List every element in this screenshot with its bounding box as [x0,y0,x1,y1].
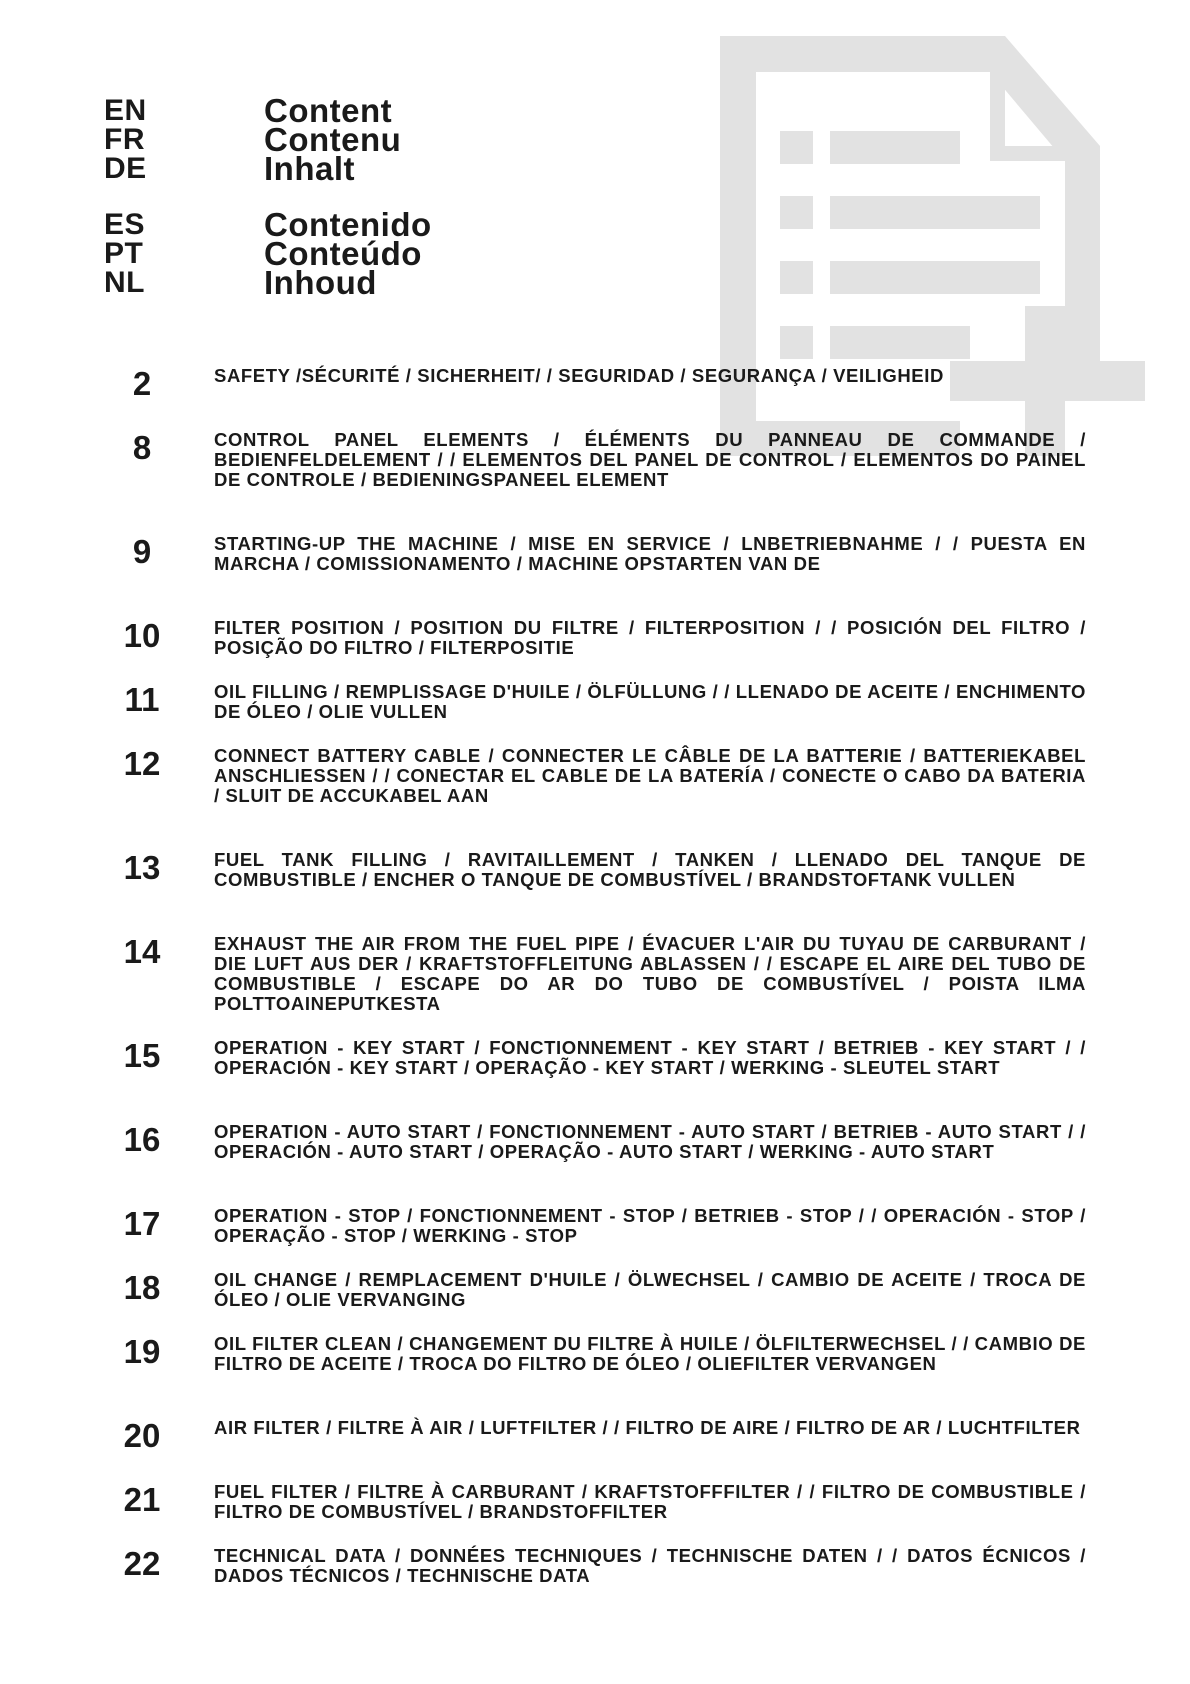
entry-title: FUEL TANK FILLING / RAVITAILLEMENT / TANKEN / LLENADO DEL TANQUE DE COMBUSTIBLE / ENCHER O TANQUE DE COMBUSTÍVEL / BRANDSTOFTANK VULLEN [214,849,1086,890]
language-group-2 [104,210,147,297]
title-group-1 [264,92,432,187]
page-number: 9 [132,533,152,570]
content-title: Contenu [264,121,402,158]
page-number: 13 [123,849,161,886]
page-number: 12 [123,745,161,782]
content-title: Inhalt [264,150,355,187]
page-number: 14 [123,933,161,970]
entry-title: OIL FILTER CLEAN / CHANGEMENT DU FILTRE À HUILE / ÖLFILTERWECHSEL / / CAMBIO DE FILTRO DE ACEITE / TROCA DO FILTRO DE ÓLEO / OLIEFILTER VERVANGEN [214,1333,1086,1374]
entry-title: TECHNICAL DATA / DONNÉES TECHNIQUES / TECHNISCHE DATEN / / DATOS ÉCNICOS / DADOS TÉCNICOS / TECHNISCHE DATA [214,1545,1086,1586]
entry-title: OPERATION - KEY START / FONCTIONNEMENT - KEY START / BETRIEB - KEY START / / OPERACIÓN - KEY START / OPERAÇÃO - KEY START / WERKING - SLEUTEL START [214,1037,1086,1078]
content-title: Contenido [264,206,432,243]
language-code: DE [104,152,147,185]
entry-title: AIR FILTER / FILTRE À AIR / LUFTFILTER / / FILTRO DE AIRE / FILTRO DE AR / LUCHTFILTER [214,1417,1081,1438]
page-number: 15 [123,1037,161,1074]
entry-title: EXHAUST THE AIR FROM THE FUEL PIPE / ÉVACUER L'AIR DU TUYAU DE CARBURANT / DIE LUFT AUS DER / KRAFTSTOFFLEITUNG ABLASSEN / / ESCAPE EL AIRE DEL TUBO DE COMBUSTIBLE / ESCAPE DO AR DO TUBO DE COMBUSTÍVEL / POISTA ILMA POLTTOAINEPUTKESTA [214,933,1086,1014]
content-titles [264,92,432,301]
page-number: 2 [132,365,152,402]
language-codes [104,96,147,297]
content-title: Content [264,92,393,129]
content-title: Conteúdo [264,235,422,272]
page-number: 20 [123,1417,161,1454]
language-code: PT [104,237,144,270]
language-code: FR [104,123,145,156]
entry-title: CONTROL PANEL ELEMENTS / ÉLÉMENTS DU PANNEAU DE COMMANDE / BEDIENFELDELEMENT / / ELEMENTOS DEL PANEL DE CONTROL / ELEMENTOS DO PAINEL DE CONTROLE / BEDIENINGSPANEEL ELEMENT [214,429,1086,490]
content-title: Inhoud [264,264,377,301]
title-group-2 [264,206,432,301]
page-number: 10 [123,617,161,654]
page-number: 22 [123,1545,161,1582]
entry-title: SAFETY /SÉCURITÉ / SICHERHEIT/ / SEGURIDAD / SEGURANÇA / VEILIGHEID [214,365,944,386]
page-number: 18 [123,1269,161,1306]
entry-title: OIL FILLING / REMPLISSAGE D'HUILE / ÖLFÜLLUNG / / LLENADO DE ACEITE / ENCHIMENTO DE ÓLEO / OLIE VULLEN [214,681,1086,722]
document-plus-icon [720,36,1165,456]
entry-title: OPERATION - AUTO START / FONCTIONNEMENT - AUTO START / BETRIEB - AUTO START / / OPERACIÓN - AUTO START / OPERAÇÃO - AUTO START / WERKING - AUTO START [214,1121,1086,1162]
page-number: 17 [123,1205,161,1242]
entry-title: FILTER POSITION / POSITION DU FILTRE / FILTERPOSITION / / POSICIÓN DEL FILTRO / POSIÇÃO DO FILTRO / FILTERPOSITIE [214,617,1086,658]
page-number: 16 [123,1121,161,1158]
page-number: 21 [123,1481,161,1518]
page-number: 19 [123,1333,161,1370]
language-code: EN [104,94,147,127]
entry-title: STARTING-UP THE MACHINE / MISE EN SERVICE / LNBETRIEBNAHME / / PUESTA EN MARCHA / COMISSIONAMENTO / MACHINE OPSTARTEN VAN DE [214,533,1086,574]
entry-title: OIL CHANGE / REMPLACEMENT D'HUILE / ÖLWECHSEL / CAMBIO DE ACEITE / TROCA DE ÓLEO / OLIE VERVANGING [214,1269,1086,1310]
page-number: 11 [124,681,160,718]
language-code: NL [104,266,145,299]
language-group-1 [104,96,147,183]
entry-title: FUEL FILTER / FILTRE À CARBURANT / KRAFTSTOFFFILTER / / FILTRO DE COMBUSTIBLE / FILTRO DE COMBUSTÍVEL / BRANDSTOFFILTER [214,1481,1086,1522]
page-number: 8 [132,429,152,466]
entry-title: OPERATION - STOP / FONCTIONNEMENT - STOP / BETRIEB - STOP / / OPERACIÓN - STOP / OPERAÇÃO - STOP / WERKING - STOP [214,1205,1086,1246]
entry-title: CONNECT BATTERY CABLE / CONNECTER LE CÂBLE DE LA BATTERIE / BATTERIEKABEL ANSCHLIESSEN / / CONECTAR EL CABLE DE LA BATERÍA / CONECTE O CABO DA BATERIA / SLUIT DE ACCUKABEL AAN [214,745,1086,806]
language-code: ES [104,208,146,241]
